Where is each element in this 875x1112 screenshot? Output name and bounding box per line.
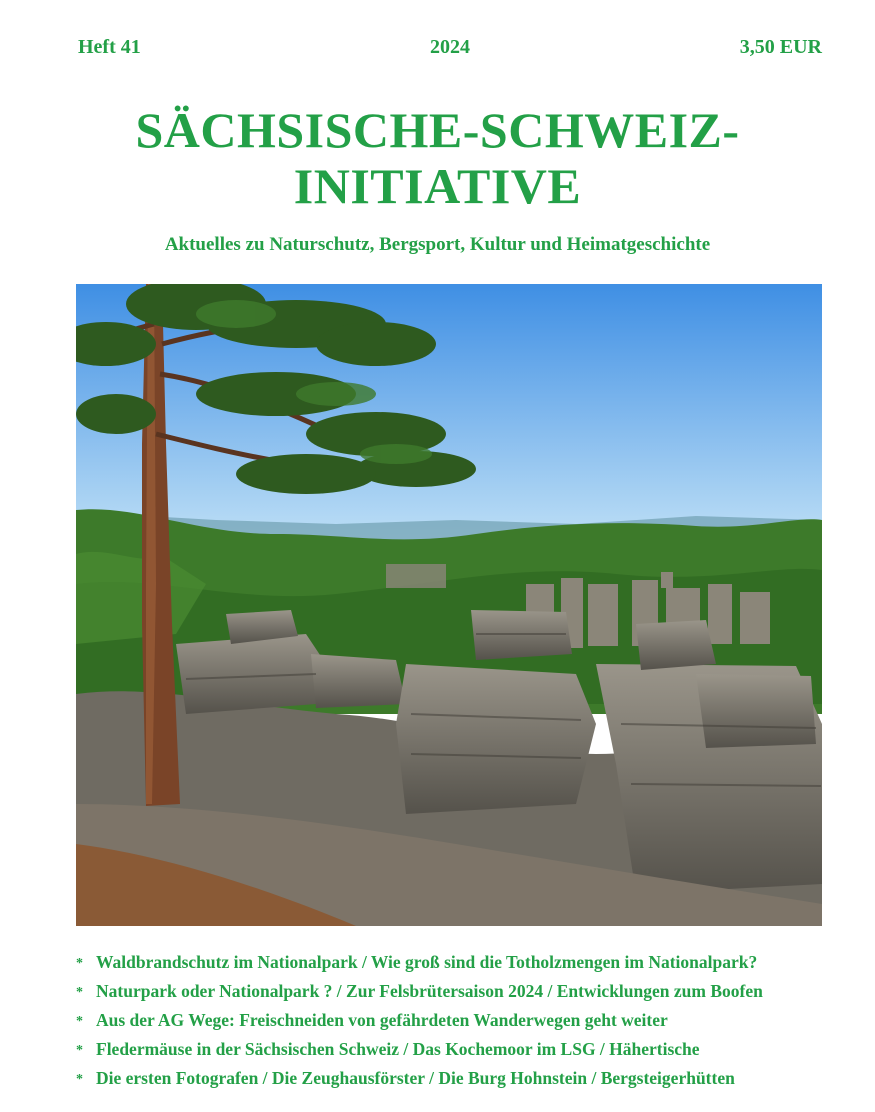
magazine-title xyxy=(0,102,875,214)
landscape-illustration xyxy=(76,284,822,926)
magazine-subtitle: Aktuelles zu Naturschutz, Bergsport, Kultur und Heimatgeschichte xyxy=(164,234,711,255)
list-item xyxy=(76,1006,836,1035)
contents-entry: Fledermäuse in der Sächsischen Schweiz / Das Kochemoor im LSG / Hähertische xyxy=(96,1039,700,1059)
issue-price: 3,50 EUR xyxy=(739,36,822,58)
asterisk-icon: * xyxy=(76,1043,83,1058)
asterisk-icon: * xyxy=(76,1072,83,1087)
list-item xyxy=(76,1035,836,1064)
contents-list xyxy=(76,948,836,1093)
contents-entry: Die ersten Fotografen / Die Zeughausförster / Die Burg Hohnstein / Bergsteigerhütten xyxy=(96,1068,735,1088)
contents-entry: Naturpark oder Nationalpark ? / Zur Felsbrütersaison 2024 / Entwicklungen zum Boofen xyxy=(96,981,763,1001)
title-line-2: INITIATIVE xyxy=(293,158,582,214)
cover-photo xyxy=(76,284,822,926)
contents-entry: Waldbrandschutz im Nationalpark / Wie groß sind die Totholzmengen im Nationalpark? xyxy=(96,952,758,972)
list-item xyxy=(76,1064,836,1093)
list-item xyxy=(76,948,836,977)
asterisk-icon: * xyxy=(76,985,83,1000)
asterisk-icon: * xyxy=(76,956,83,971)
issue-year: 2024 xyxy=(430,36,470,58)
header-line xyxy=(78,36,822,66)
issue-number: Heft 41 xyxy=(78,36,141,58)
list-item xyxy=(76,977,836,1006)
title-line-1: SÄCHSISCHE-SCHWEIZ- xyxy=(135,102,740,158)
asterisk-icon: * xyxy=(76,1014,83,1029)
contents-entry: Aus der AG Wege: Freischneiden von gefährdeten Wanderwegen geht weiter xyxy=(96,1010,668,1030)
